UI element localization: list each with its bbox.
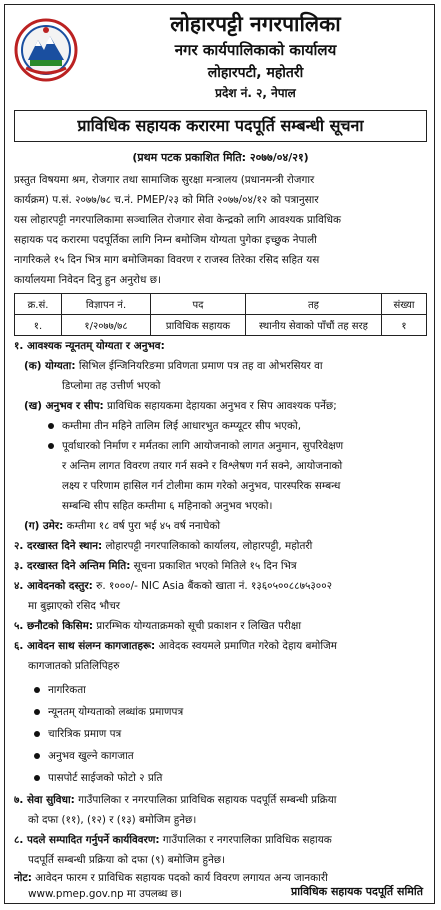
province-name: प्रदेश नं. २, नेपाल [215, 86, 296, 100]
section-1-title: १. आवश्यक न्यूनतम् योग्यता र अनुभव: [14, 340, 165, 352]
municipality-name: लोहारपट्टी नगरपालिका [170, 12, 341, 36]
col-header-sn: क्र.सं. [15, 294, 62, 315]
office-location: लोहारपटी, महोतरी [207, 65, 304, 81]
section-1c: (ग) उमेर: कम्तीमा १८ वर्ष पुरा भई ४५ वर्ष ननाघेको [24, 520, 221, 532]
bullet-icon [34, 687, 40, 693]
section-7-cont: को दफा (११), (१२) र (१३) बमोजिम हुनेछ। [28, 814, 197, 826]
cell-count: १ [382, 315, 427, 336]
section-6-cont: कागजातको प्रतिलिपिहरु [28, 660, 120, 672]
list-item: अनुभव खुल्ने कागजात [34, 746, 414, 766]
note-cont: www.pmep.gov.np मा उपलब्ध छ। [28, 888, 182, 900]
table-header-row [15, 294, 427, 315]
list-item: पासपोर्ट साईजको फोटो २ प्रति [34, 768, 414, 788]
list-item-cont: सम्बन्धि सीप सहित कम्तीमा ६ महिनाको अनुभव भएको। [62, 500, 273, 512]
section-1b: (ख) अनुभव र सीप: प्राविधिक सहायकमा देहायका अनुभव र सिप आवश्यक पर्नेछ; [24, 400, 337, 412]
bullet-icon [34, 775, 40, 781]
intro-line: प्रस्तुत विषयमा श्रम, रोजगार तथा सामाजिक सुरक्षा मन्त्रालय (प्रधानमन्त्री रोजगार [14, 174, 315, 186]
notice-title: प्राविधिक सहायक करारमा पदपूर्ति सम्बन्धी सूचना [14, 110, 427, 142]
intro-line: यस लोहारपट्टी नगरपालिकामा सञ्चालित रोजगार सेवा केन्द्रको लागि आवश्यक प्राविधिक [14, 214, 341, 226]
section-8-cont: पदपूर्ति सम्बन्धी प्रक्रिया को दफा (९) बमोजिम हुनेछ। [28, 854, 226, 866]
note: नोट: आवेदन फारम र प्राविधिक सहायक पदको कार्य विवरण लगायत अन्य जानकारी [14, 872, 328, 884]
vacancy-table [14, 293, 427, 336]
bullet-icon [34, 709, 40, 715]
nepal-emblem-logo [14, 18, 78, 82]
col-header-level: तह [246, 294, 382, 315]
section-1a: (क) योग्यता: सिभिल ईन्जिनियरिङमा प्रविणता प्रमाण पत्र तह वा ओभरसियर वा [24, 360, 323, 372]
intro-line: सहायक पद करारमा पदपूर्तिका लागि निम्न बमोजिम योग्यता पुगेका इच्छुक नेपाली [14, 234, 317, 246]
section-6: ६. आवेदन साथ संलग्न कागजातहरू: आवेदक स्वयमले प्रमाणित गरेको देहाय बमोजिम [14, 640, 337, 652]
cell-sn: १. [15, 315, 62, 336]
office-name: नगर कार्यपालिकाको कार्यालय [174, 41, 337, 59]
section-8: ८. पदले सम्पादित गर्नुपर्ने कार्यविवरण: गाउँपालिका र नगरपालिका प्राविधिक सहायक [14, 834, 332, 846]
list-item: पूर्वाधारको निर्माण र मर्मतका लागि आयोजनाको लागत अनुमान, सुपरिवेक्षण [48, 436, 427, 456]
list-item: कम्तीमा तीन महिने तालिम लिई आधारभुत कम्प्यूटर सीप भएको, [48, 416, 427, 436]
cell-ad-no: १/२०७७/७८ [62, 315, 151, 336]
section-3: ३. दरखास्त दिने अन्तिम मिति: सूचना प्रकाशित भएको मितिले १५ दिन भित्र [14, 560, 297, 572]
first-published-date: (प्रथम पटक प्रकाशित मिति: २०७७/०४/२१) [132, 151, 309, 164]
list-item-cont: लक्ष्य र परिणाम हासिल गर्न टोलीमा काम गरेको अनुभव, पारस्परिक सम्बन्ध [62, 480, 341, 492]
list-item: चारित्रिक प्रमाण पत्र [34, 724, 414, 744]
section-5: ५. छनौटको किसिम: प्रारम्भिक योग्यताक्रमको सूची प्रकाशन र लिखित परीक्षा [14, 620, 302, 632]
list-item: न्यूनतम् योग्यताको लब्धांक प्रमाणपत्र [34, 702, 414, 722]
col-header-ad-no: विज्ञापन नं. [62, 294, 151, 315]
cell-post: प्राविधिक सहायक [151, 315, 246, 336]
cell-level: स्थानीय सेवाको पाँचौं तह सरह [246, 315, 382, 336]
list-item: नागरिकता [34, 680, 414, 700]
intro-paragraph [14, 170, 427, 290]
section-2: २. दरखास्त दिने स्थान: लोहारपट्टी नगरपालिकाको कार्यालय, लोहारपट्टी, महोतरी [14, 540, 313, 552]
section-1a-cont: डिप्लोमा तह उत्तीर्ण भएको [62, 380, 161, 392]
intro-line: नागरिकले १५ दिन भित्र माग बमोजिमका विवरण र राजस्व तिरेका रसिद सहित यस [14, 254, 320, 266]
section-4: ४. आवेदनको दस्तुर: रु. १०००/- NIC Asia बैंकको खाता नं. १३६०५००८८७५३००२ [14, 580, 333, 592]
section-4-cont: मा बुझाएको रसिद भौचर [28, 600, 121, 612]
table-row [15, 315, 427, 336]
bullet-icon [48, 423, 54, 429]
signature-committee: प्राविधिक सहायक पदपूर्ति समिति [290, 885, 423, 898]
col-header-count: संख्या [382, 294, 427, 315]
col-header-post: पद [151, 294, 246, 315]
bullet-icon [34, 753, 40, 759]
bullet-icon [34, 731, 40, 737]
section-7: ७. सेवा सुविधा: गाउँपालिका र नगरपालिका प्राविधिक सहायक पदपूर्ति सम्बन्धी प्रक्रिया [14, 794, 337, 806]
intro-line: कार्यक्रम) प.सं. २०७७/७८ च.नं. PMEP/२३ को मिति २०७७/०४/१२ को पत्रानुसार [14, 194, 319, 206]
list-item-cont: र अन्तिम लागत विवरण तयार गर्न सक्ने र विश्लेषण गर्न सक्ने, आयोजनाको [62, 460, 343, 472]
bullet-icon [48, 443, 54, 449]
intro-line: कार्यालयमा निवेदन दिनु हुन अनुरोध छ। [14, 274, 161, 286]
